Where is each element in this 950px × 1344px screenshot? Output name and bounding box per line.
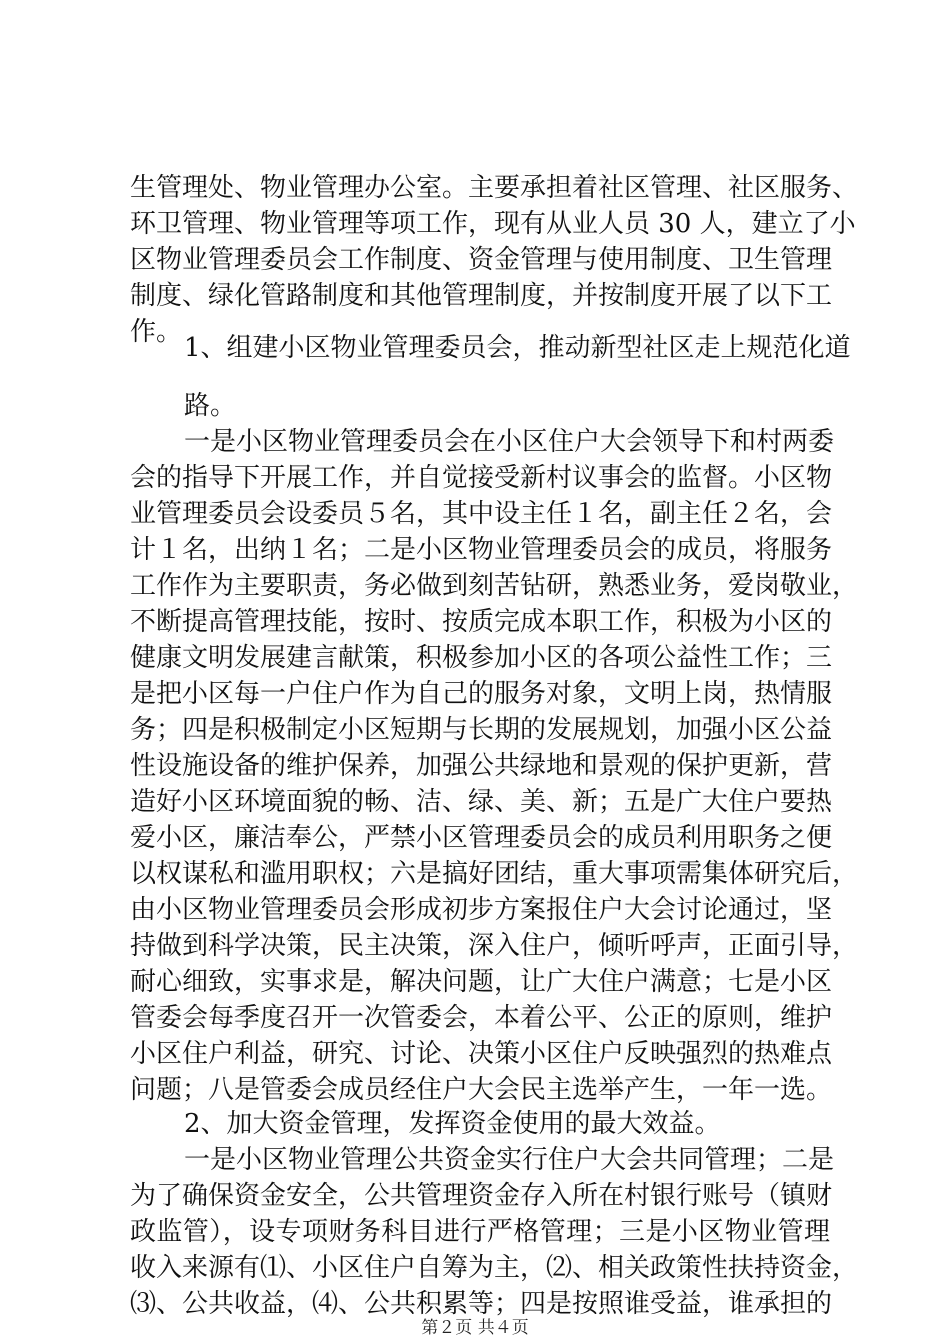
- text-line: 健康文明发展建言献策，积极参加小区的各项公益性工作；三: [130, 643, 833, 673]
- text-line: 业管理委员会设委员５名，其中设主任１名，副主任２名，会: [130, 499, 833, 529]
- text-line: 制度、绿化管路制度和其他管理制度，并按制度开展了以下工: [130, 281, 833, 311]
- text-line: 爱小区，廉洁奉公，严禁小区管理委员会的成员利用职务之便: [130, 823, 833, 853]
- text-line: 政监管），设专项财务科目进行严格管理；三是小区物业管理: [130, 1217, 830, 1247]
- text-line: 区物业管理委员会工作制度、资金管理与使用制度、卫生管理: [130, 245, 833, 275]
- text-line: 会的指导下开展工作，并自觉接受新村议事会的监督。小区物: [130, 463, 833, 493]
- text-line: ⑶、公共收益，⑷、公共积累等；四是按照谁受益，谁承担的: [130, 1289, 833, 1319]
- text-line: 耐心细致，实事求是，解决问题，让广大住户满意；七是小区: [130, 967, 833, 997]
- text-line: 性设施设备的维护保养，加强公共绿地和景观的保护更新，营: [130, 751, 833, 781]
- text-line: 以权谋私和滥用职权；六是搞好团结，重大事项需集体研究后，: [130, 859, 859, 889]
- text-line: 生管理处、物业管理办公室。主要承担着社区管理、社区服务、: [130, 173, 859, 203]
- text-line: 小区住户利益，研究、讨论、决策小区住户反映强烈的热难点: [130, 1039, 833, 1069]
- text-line: 是把小区每一户住户作为自己的服务对象，文明上岗，热情服: [130, 679, 833, 709]
- section-heading-2: 2、加大资金管理，发挥资金使用的最大效益。: [184, 1109, 721, 1139]
- text-line: 问题；八是管委会成员经住户大会民主选举产生，一年一选。: [130, 1075, 833, 1105]
- text-line: 不断提高管理技能，按时、按质完成本职工作，积极为小区的: [130, 607, 833, 637]
- text-line: 为了确保资金安全，公共管理资金存入所在村银行账号（镇财: [130, 1181, 833, 1211]
- text-line: 收入来源有⑴、小区住户自筹为主，⑵、相关政策性扶持资金，: [130, 1253, 859, 1283]
- section-heading-1: 1、组建小区物业管理委员会，推动新型社区走上规范化道: [184, 333, 851, 363]
- paragraph-first-line: 一是小区物业管理公共资金实行住户大会共同管理；二是: [184, 1145, 835, 1175]
- text-line: 由小区物业管理委员会形成初步方案报住户大会讨论通过，坚: [130, 895, 833, 925]
- page-footer: 第２页 共４页: [421, 1318, 529, 1338]
- paragraph-first-line: 一是小区物业管理委员会在小区住户大会领导下和村两委: [184, 427, 835, 457]
- text-line: 工作作为主要职责，务必做到刻苦钻研，熟悉业务，爱岗敬业，: [130, 571, 859, 601]
- text-line: 持做到科学决策，民主决策，深入住户，倾听呼声，正面引导，: [130, 931, 859, 961]
- text-line: 作。: [130, 317, 183, 347]
- text-line: 造好小区环境面貌的畅、洁、绿、美、新；五是广大住户要热: [130, 787, 833, 817]
- text-line: 环卫管理、物业管理等项工作，现有从业人员 30 人，建立了小: [130, 209, 856, 239]
- text-line: 计１名，出纳１名；二是小区物业管理委员会的成员，将服务: [130, 535, 833, 565]
- text-line: 管委会每季度召开一次管委会，本着公平、公正的原则，维护: [130, 1003, 833, 1033]
- section-heading-1-cont: 路。: [184, 391, 237, 421]
- text-line: 务；四是积极制定小区短期与长期的发展规划，加强小区公益: [130, 715, 833, 745]
